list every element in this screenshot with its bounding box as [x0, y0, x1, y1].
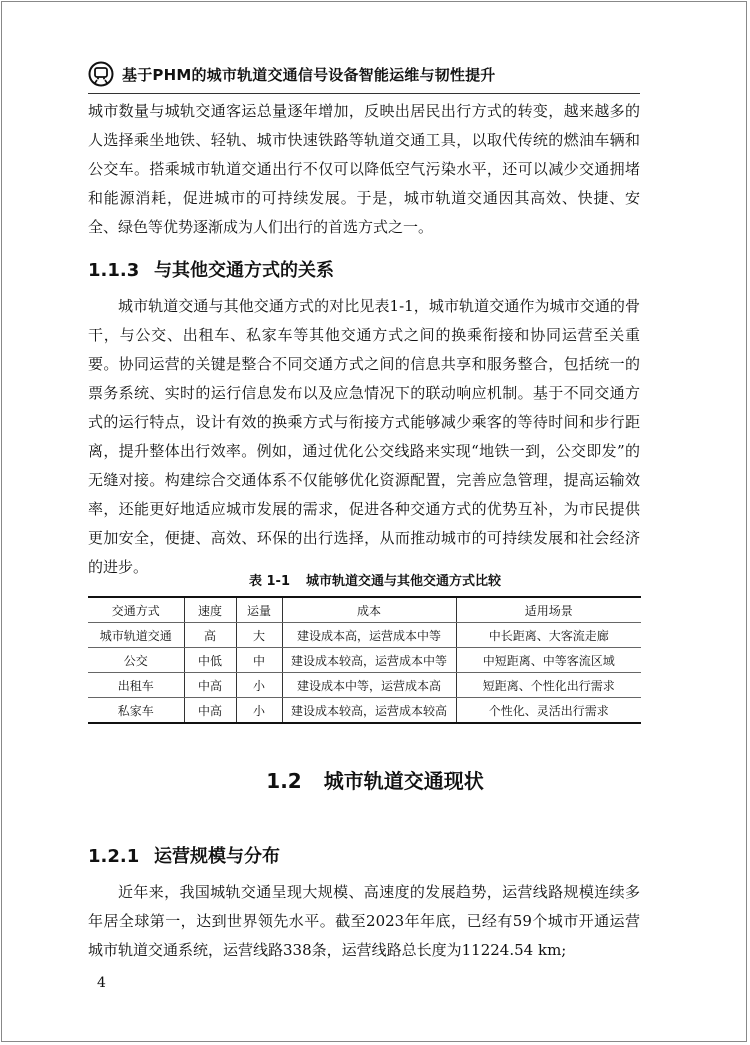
section-number: 1.1.3 [88, 260, 140, 281]
table-header-cell: 适用场景 [456, 597, 641, 623]
table-cell: 中短距离、中等客流区域 [456, 648, 641, 673]
running-header-title: 基于PHM的城市轨道交通信号设备智能运维与韧性提升 [122, 65, 496, 84]
table-cell: 建设成本中等，运营成本高 [282, 673, 456, 698]
table-cell: 高 [184, 623, 236, 648]
table-cell: 短距离、个性化出行需求 [456, 673, 641, 698]
paragraph-2: 城市轨道交通与其他交通方式的对比见表1-1，城市轨道交通作为城市交通的骨干，与公交、出租车、私家车等其他交通方式之间的换乘衔接和协同运营至关重要。协同运营的关键是整合不同交通方式之间的信息共享和服务整合，包括统一的票务系统、实时的运行信息发布以及应急情况下的联动响应机制。基于不同交通方式的运行特点，设计有效的换乘方式与衔接方式能够减少乘客的等待时间和步行距离，提升整体出行效率。例如，通过优化公交线路来实现“地铁一到，公交即发”的无缝对接。构建综合交通体系不仅能够优化资源配置，完善应急管理，提高运输效率，还能更好地适应城市发展的需求，促进各种交通方式的优势互补，为市民提供更加安全，便捷、高效、环保的出行选择，从而推动城市的可持续发展和社会经济的进步。 [88, 297, 640, 576]
section-title: 城市轨道交通现状 [323, 769, 484, 793]
comparison-table [88, 596, 641, 724]
table-row [88, 698, 641, 724]
table-cell: 私家车 [88, 698, 184, 724]
table-cell: 中长距离、大客流走廊 [456, 623, 641, 648]
table-cell: 中低 [184, 648, 236, 673]
table-cell: 个性化、灵活出行需求 [456, 698, 641, 724]
table-cell: 公交 [88, 648, 184, 673]
table-header-cell: 速度 [184, 597, 236, 623]
section-heading-1-1-3 [88, 256, 334, 282]
section-title: 与其他交通方式的关系 [154, 260, 334, 281]
table-row [88, 623, 641, 648]
table-cell: 建设成本较高，运营成本中等 [282, 648, 456, 673]
table-header-cell: 运量 [236, 597, 282, 623]
table-cell: 出租车 [88, 673, 184, 698]
table-cell: 小 [236, 698, 282, 724]
header-rule [88, 93, 640, 94]
table-header-row [88, 597, 641, 623]
section-heading-1-2 [0, 765, 750, 794]
table-caption-number: 表 1-1 [248, 574, 290, 589]
table-cell: 建设成本高，运营成本中等 [282, 623, 456, 648]
table-header-cell: 交通方式 [88, 597, 184, 623]
paragraph-1: 城市数量与城轨交通客运总量逐年增加，反映出居民出行方式的转变，越来越多的人选择乘坐地铁、轻轨、城市快速铁路等轨道交通工具，以取代传统的燃油车辆和公交车。搭乘城市轨道交通出行不仅可以降低空气污染水平，还可以减少交通拥堵和能源消耗，促进城市的可持续发展。于是，城市轨道交通因其高效、快捷、安全、绿色等优势逐渐成为人们出行的首选方式之一。 [88, 102, 640, 236]
table-cell: 大 [236, 623, 282, 648]
table-caption-title: 城市轨道交通与其他交通方式比较 [306, 574, 502, 589]
table-row [88, 648, 641, 673]
section-number: 1.2.1 [88, 846, 140, 867]
metro-logo-icon [88, 61, 114, 87]
table-cell: 小 [236, 673, 282, 698]
table-header-cell: 成本 [282, 597, 456, 623]
table-cell: 建设成本较高，运营成本较高 [282, 698, 456, 724]
table-cell: 城市轨道交通 [88, 623, 184, 648]
page-number: 4 [97, 975, 106, 991]
table-cell: 中高 [184, 673, 236, 698]
table-cell: 中 [236, 648, 282, 673]
paragraph-3: 近年来，我国城轨交通呈现大规模、高速度的发展趋势，运营线路规模连续多年居全球第一，达到世界领先水平。截至2023年年底，已经有59个城市开通运营城市轨道交通系统，运营线路338条，运营线路总长度为11224.54 km; [88, 883, 640, 959]
table-row [88, 673, 641, 698]
section-title: 运营规模与分布 [154, 846, 280, 867]
table-caption [0, 570, 750, 589]
section-heading-1-2-1 [88, 842, 280, 868]
section-number: 1.2 [266, 769, 302, 793]
table-cell: 中高 [184, 698, 236, 724]
running-header [88, 59, 648, 89]
